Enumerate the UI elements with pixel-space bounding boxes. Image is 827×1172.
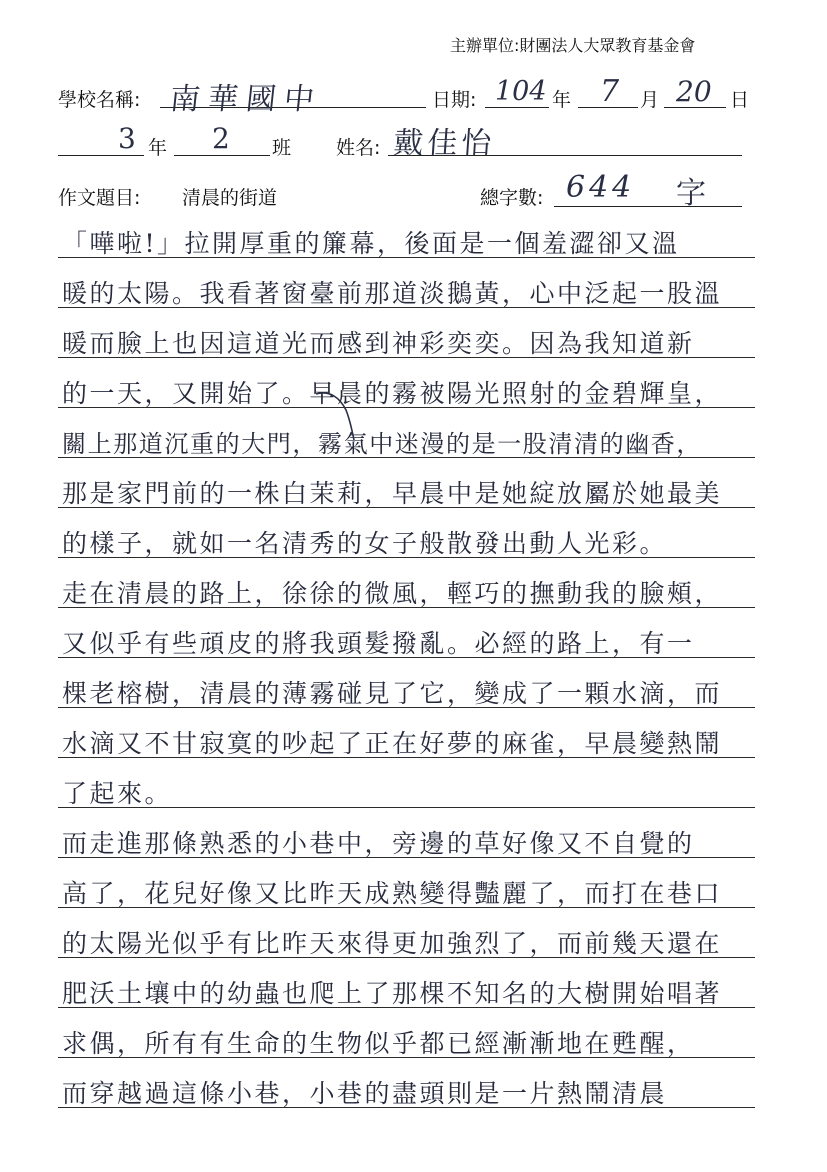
essay-line: 暖的太陽。我看著窗臺前那道淡鵝黃，心中泛起一股溫 [62,279,723,308]
essay-line: 求偶，所有有生命的生物似乎都已經漸漸地在甦醒， [62,1029,695,1058]
name-label: 姓名: [336,137,381,159]
topic-value: 清晨的街道 [182,187,278,209]
essay-line: 而穿越過這條小巷，小巷的盡頭則是一片熱鬧清晨 [62,1079,668,1108]
year-underline [485,107,549,108]
school-label: 學校名稱: [58,89,141,111]
count-unit: 字 [676,176,706,211]
essay-line: 那是家門前的一株白茉莉，早晨中是她綻放屬於她最美 [62,479,723,508]
essay-line: 暖而臉上也因這道光而感到神彩奕奕。因為我知道新 [62,329,695,358]
essay-line: 的太陽光似乎有比昨天來得更加強烈了，而前幾天還在 [62,929,723,958]
date-label: 日期: [432,89,477,111]
essay-line: 了起來。 [62,779,173,808]
grade-value: 3 [118,122,136,155]
essay-line: 又似乎有些頑皮的將我頭髮撥亂。必經的路上，有一 [62,629,695,658]
class-underline [174,155,270,156]
essay-line: 而走進那條熟悉的小巷中，旁邊的草好像又不自覺的 [62,829,695,858]
essay-line: 關上那道沉重的大門，霧氣中迷漫的是一股清清的幽香， [62,430,702,458]
month-value: 7 [600,74,620,109]
essay-line: 水滴又不甘寂寞的吵起了正在好夢的麻雀，早晨變熱鬧 [62,729,723,758]
essay-line: 「嘩啦!」拉開厚重的簾幕，後面是一個羞澀卻又溫 [62,229,680,258]
topic-label: 作文題目: [58,187,141,209]
day-label: 日 [730,89,750,111]
essay-line: 高了，花兒好像又比昨天成熟變得豔麗了，而打在巷口 [62,879,723,908]
organizer-label: 主辦單位:財團法人大眾教育基金會 [450,36,696,55]
name-value: 戴佳怡 [392,126,497,161]
count-label: 總字數: [480,187,544,209]
day-value: 20 [676,75,712,108]
essay-line: 肥沃土壤中的幼蟲也爬上了那棵不知名的大樹開始唱著 [62,979,723,1008]
class-value: 2 [212,122,230,155]
count-underline [554,206,742,207]
essay-line: 棵老榕樹，清晨的薄霧碰見了它，變成了一顆水滴，而 [62,679,723,708]
grade-underline [58,155,144,156]
essay-line: 的一天，又開始了。早晨的霧被陽光照射的金碧輝皇， [62,379,723,408]
month-label: 月 [640,89,660,111]
class-label: 班 [272,137,292,159]
year-label: 年 [552,89,572,111]
count-value: 644 [566,170,636,205]
school-value: 南華國中 [168,82,324,117]
year-value: 104 [495,76,547,107]
insertion-mark [312,388,372,444]
essay-line: 走在清晨的路上，徐徐的微風，輕巧的撫動我的臉頰， [62,579,723,608]
essay-line: 的樣子，就如一名清秀的女子般散發出動人光彩。 [62,529,668,558]
grade-label: 年 [148,137,168,159]
